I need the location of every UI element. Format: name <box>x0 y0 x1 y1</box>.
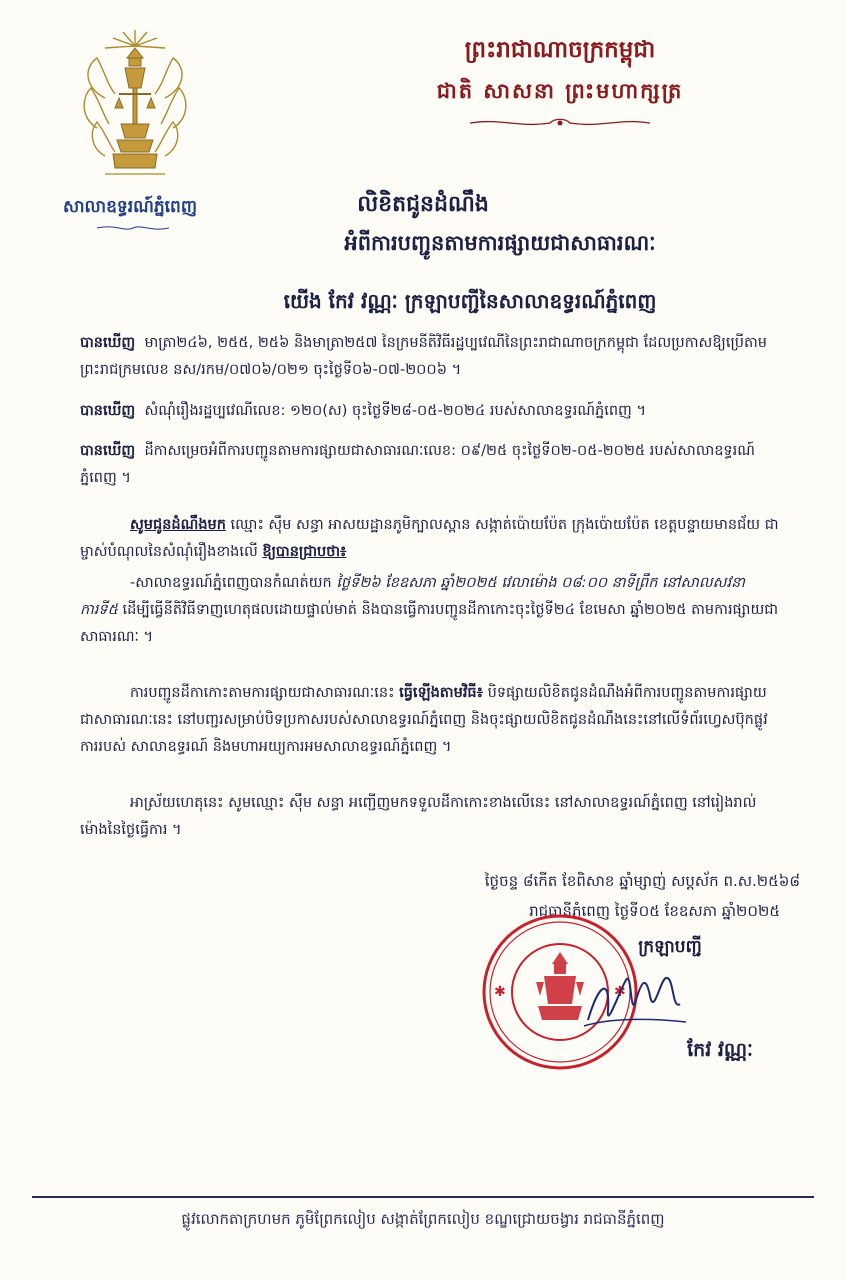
signer-role: ក្រឡាបញ្ជី <box>638 937 702 957</box>
place-date: រាជធានីភ្នំពេញ ថ្ងៃទី០៥ ខែឧសភា ឆ្នាំ២០២៥ <box>529 902 780 920</box>
footer-address: ផ្លូវលោកតាក្រហមក ភូមិព្រែកលៀប សង្កាត់ព្រែកលៀប ខណ្ឌជ្រោយចង្វារ រាជធានីភ្នំពេញ <box>181 1210 665 1228</box>
paragraph-text: អាស្រ័យហេតុនេះ សូមឈ្មោះ ស៊ឹម សន្ធា អញ្ជើញមកទទួលដីកាកោះខាងលើនេះ នៅសាលាឧទ្ធរណ៍ភ្នំពេញ នៅរៀងរាល់ម៉ោងនៃថ្ងៃធ្វើការ ។ <box>80 795 757 838</box>
notice-lead: សូមជូនដំណឹងមក <box>130 517 226 533</box>
seen-label: បានឃើញ <box>80 335 136 351</box>
footer-divider <box>32 1196 814 1198</box>
court-emblem-icon <box>75 28 195 188</box>
paragraph-seen-1 <box>80 330 780 384</box>
header-ornament-icon <box>460 116 660 130</box>
court-name: សាលាឧទ្ធរណ៍ភ្នំពេញ <box>62 197 198 217</box>
paragraph-text: ដីកាសម្រេចអំពីការបញ្ជូនតាមការផ្សាយជាសាធារណៈលេខ: ០៩/២៥ ចុះថ្ងៃទី០២-០៥-២០២៥ របស់សាលាឧទ្ធរណ៍ភ្នំពេញ ។ <box>80 443 755 486</box>
svg-text:✱: ✱ <box>494 984 506 1000</box>
signature-icon <box>580 960 690 1040</box>
issuer-line: យើង កែវ វណ្ណៈ ក្រឡាបញ្ជីនៃសាលាឧទ្ធរណ៍ភ្នំពេញ <box>283 289 657 313</box>
paragraph-text: ដើម្បីធ្វើនីតិវិធីទាញហេតុផលដោយផ្ទាល់មាត់ និងបានធ្វើការបញ្ជូនដីកាកោះចុះថ្ងៃទី២៤ ខែមេសា ឆ្នាំ២០២៥ តាមការផ្សាយជាសាធារណៈ ។ <box>80 602 779 645</box>
paragraph-notice <box>80 512 780 566</box>
paragraph-text: ឈ្មោះ ស៊ឹម សន្ធា អាសយដ្ឋានភូមិក្បាលស្ពាន សង្កាត់ប៉ោយប៉ែត ក្រុងប៉ោយប៉ែត ខេត្តបន្ទាយមានជ័យ ជាម្ចាស់បំណុលនៃសំណុំរឿងខាងលើ <box>80 517 779 560</box>
paragraph-conclusion <box>80 790 780 844</box>
method-label: ធ្វើឡើងតាមវិធី៖ <box>399 685 483 701</box>
kingdom-title: ព្រះរាជាណាចក្រកម្ពុជា <box>464 37 656 63</box>
paragraph-text: ការបញ្ជូនដីកាកោះតាមការផ្សាយជាសាធារណៈនេះ <box>130 685 395 701</box>
hearing-datetime: ថ្ងៃទី២៦ ខែឧសភា ឆ្នាំ២០២៥ វេលាម៉ោង ០៨:០០ នាទីព្រឹក នៅសាលសវនាការទី៥ <box>80 575 745 618</box>
paragraph-text: បិទផ្សាយលិខិតជូនដំណឹងអំពីការបញ្ជូនតាមការផ្សាយជាសាធារណៈនេះ នៅបញ្ជរសម្រាប់បិទប្រកាសរបស់សាលាឧទ្ធរណ៍ភ្នំពេញ និងចុះផ្សាយលិខិតជូនដំណឹងនេះនៅលើទំព័រហ្វេសប៊ុកផ្លូវការរបស់ សាលាឧទ្ធរណ៍ និងមហាអយ្យការអមសាលាឧទ្ធរណ៍ភ្នំពេញ ។ <box>80 685 768 755</box>
svg-text:✱: ✱ <box>614 984 626 1000</box>
notice-tail: ឱ្យបានជ្រាបថា៖ <box>262 544 347 560</box>
paragraph-seen-3 <box>80 438 780 492</box>
lunar-date: ថ្ងៃចន្ទ ៨កើត ខែពិសាខ ឆ្នាំម្សាញ់ សប្តស័ក ព.ស.២៥៦៨ <box>484 872 800 890</box>
seen-label: បានឃើញ <box>80 443 136 459</box>
paragraph-hearing <box>80 570 780 651</box>
paragraph-seen-2 <box>80 398 780 425</box>
paragraph-text: សំណុំរឿងរដ្ឋប្បវេណីលេខ: ១២០(ស) ចុះថ្ងៃទី២៨-០៥-២០២៤ របស់សាលាឧទ្ធរណ៍ភ្នំពេញ ។ <box>144 403 647 419</box>
seen-label: បានឃើញ <box>80 403 136 419</box>
paragraph-text: មាត្រា២៤៦, ២៥៥, ២៥៦ និងមាត្រា២៥៧ នៃក្រមនីតិវិធីរដ្ឋប្បវេណីនៃព្រះរាជាណាចក្រកម្ពុជា ដែលប្រកាសឱ្យប្រើតាមព្រះរាជក្រមលេខ នស/រកម/០៧០៦/០២១ ចុះថ្ងៃទី០៦-០៧-២០០៦ ។ <box>80 335 767 378</box>
national-motto: ជាតិ សាសនា ព្រះមហាក្សត្រ <box>436 79 684 103</box>
document-subtitle: អំពីការបញ្ជូនតាមការផ្សាយជាសាធារណៈ <box>344 231 656 255</box>
paragraph-method <box>80 680 780 761</box>
signer-name: កែវ វណ្ណៈ <box>687 1039 753 1061</box>
document-title: លិខិតជូនដំណឹង <box>357 192 489 217</box>
paragraph-text: -សាលាឧទ្ធរណ៍ភ្នំពេញបានកំណត់យក <box>130 575 332 591</box>
